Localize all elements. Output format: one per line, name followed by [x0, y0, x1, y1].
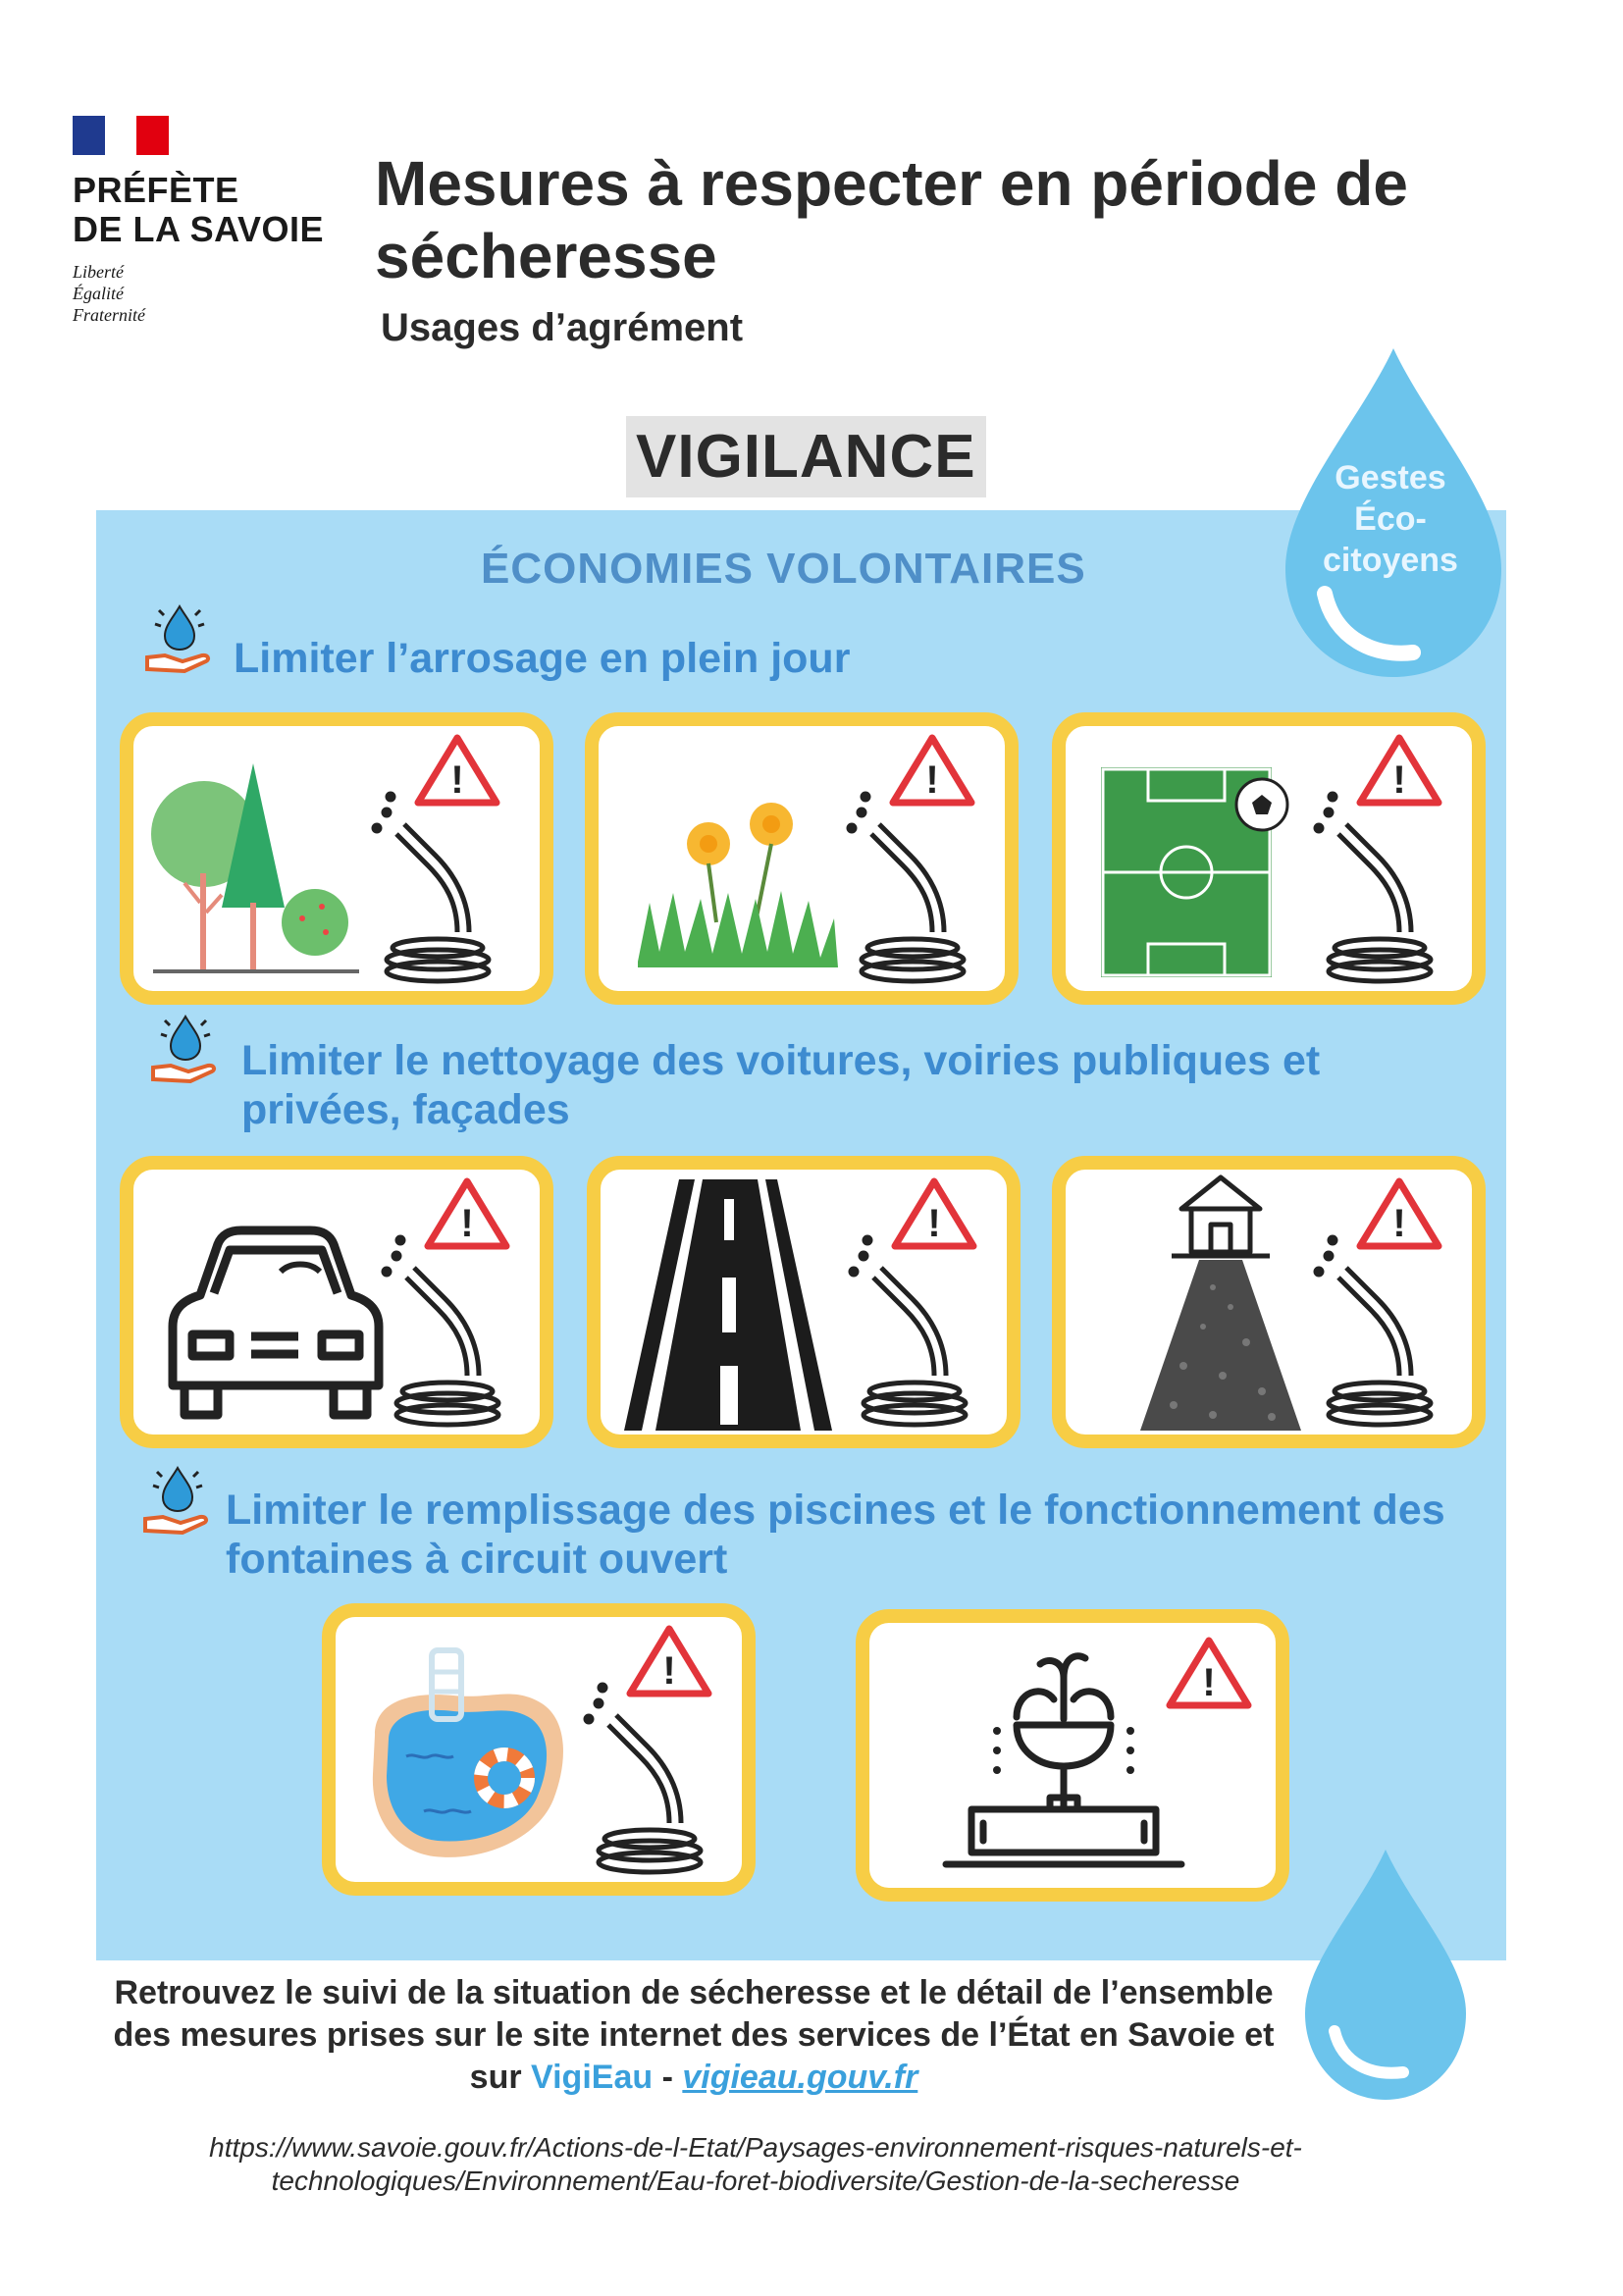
- card-trees: [120, 712, 553, 1005]
- badge-line-2: Éco-: [1354, 500, 1427, 538]
- card-flowers: [585, 712, 1019, 1005]
- badge-line-1: Gestes: [1335, 459, 1446, 496]
- footer-separator: -: [653, 2059, 683, 2096]
- water-drop-icon: [1287, 1845, 1484, 2110]
- svg-text:!: !: [1392, 1202, 1406, 1245]
- car-icon: [133, 1170, 540, 1435]
- marianne-flag-icon: [73, 116, 169, 155]
- card-football-pitch: [1052, 712, 1486, 1005]
- card-car: [120, 1156, 553, 1448]
- house-facade-icon: [1066, 1170, 1472, 1435]
- football-pitch-icon: [1066, 726, 1472, 991]
- rule-text: Limiter le nettoyage des voitures, voiries publiques et privées, façades: [241, 1037, 1321, 1133]
- svg-text:!: !: [1202, 1661, 1216, 1704]
- svg-text:!: !: [662, 1649, 676, 1693]
- pool-icon: [336, 1617, 742, 1882]
- vigieau-name: VigiEau: [531, 2059, 654, 2096]
- trees-icon: [133, 726, 540, 991]
- footer-info: [110, 1972, 1278, 2099]
- page-subtitle: Usages d’agrément: [381, 306, 744, 349]
- section-title: ÉCONOMIES VOLONTAIRES: [481, 545, 1086, 593]
- prefecture-line-2: DE LA SAVOIE: [73, 209, 325, 249]
- badge-line-3: citoyens: [1323, 542, 1458, 579]
- card-house-facade: [1052, 1156, 1486, 1448]
- svg-text:!: !: [1392, 758, 1406, 802]
- motto-liberte: Liberté: [73, 262, 124, 282]
- eco-gestures-badge: [1317, 457, 1464, 581]
- motto: [73, 261, 347, 326]
- footer-text: Retrouvez le suivi de la situation de sécheresse et le détail de l’ensemble des mesures prises sur le site internet des services de l’État en Savoie et sur: [113, 1974, 1275, 2096]
- card-fountain: [856, 1609, 1289, 1902]
- road-icon: [601, 1170, 1007, 1435]
- fountain-icon: [869, 1623, 1276, 1888]
- rule-watering: [139, 600, 850, 683]
- rule-pools-fountains: [137, 1462, 1462, 1584]
- hand-water-drop-icon: [139, 600, 220, 675]
- prefecture-logo: [73, 116, 347, 326]
- svg-text:!: !: [460, 1202, 474, 1245]
- flowers-icon: [599, 726, 1005, 991]
- motto-egalite: Égalité: [73, 284, 124, 303]
- motto-fraternite: Fraternité: [73, 305, 145, 325]
- svg-text:!: !: [927, 1202, 941, 1245]
- rule-text: Limiter l’arrosage en plein jour: [234, 635, 851, 682]
- rule-cleaning: [145, 1011, 1399, 1134]
- hose-icon: [374, 794, 489, 981]
- vigieau-link[interactable]: vigieau.gouv.fr: [682, 2059, 918, 2096]
- card-pool: [322, 1603, 756, 1896]
- card-road: [587, 1156, 1021, 1448]
- reference-url[interactable]: https://www.savoie.gouv.fr/Actions-de-l-Etat/Paysages-environnement-risques-naturels-et-technologiques/Environnement/Eau-foret-biodiversite/Gestion-de-la-secheresse: [209, 2132, 1302, 2196]
- warning-triangle-icon: [418, 738, 497, 803]
- prefecture-name: [73, 171, 347, 249]
- rule-text: Limiter le remplissage des piscines et le fonctionnement des fontaines à circuit ouvert: [226, 1487, 1445, 1583]
- hand-water-drop-icon: [145, 1011, 226, 1085]
- hand-water-drop-icon: [137, 1462, 218, 1537]
- svg-text:!: !: [925, 758, 939, 802]
- svg-text:!: !: [450, 758, 464, 802]
- page-title: Mesures à respecter en période de sécheresse: [375, 148, 1408, 291]
- prefecture-line-1: PRÉFÈTE: [73, 170, 239, 210]
- alert-level-label: VIGILANCE: [626, 416, 986, 497]
